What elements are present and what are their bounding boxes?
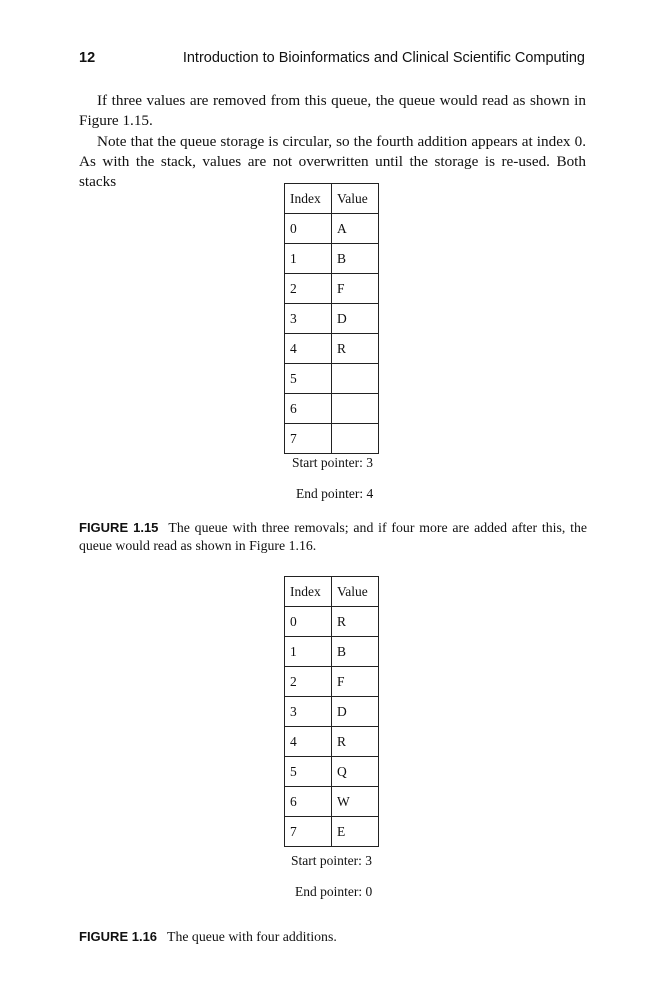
page-header: [79, 50, 585, 70]
index-cell: 3: [285, 304, 332, 334]
value-cell: D: [332, 304, 379, 334]
index-cell: 2: [285, 667, 332, 697]
index-cell: 1: [285, 244, 332, 274]
index-cell: 7: [285, 817, 332, 847]
index-cell: 5: [285, 757, 332, 787]
caption-text: The queue with three removals; and if four more are added after this, the queue would read as shown in Figure 1.16.: [79, 520, 587, 553]
value-cell: B: [332, 244, 379, 274]
index-cell: 0: [285, 214, 332, 244]
table-row: [285, 637, 379, 667]
value-cell: Q: [332, 757, 379, 787]
index-cell: 5: [285, 364, 332, 394]
figure-label: FIGURE 1.16: [79, 929, 158, 944]
column-header-index: Index: [285, 184, 332, 214]
value-cell: D: [332, 697, 379, 727]
index-cell: 4: [285, 334, 332, 364]
end-pointer-label: End pointer: 4: [296, 486, 374, 501]
table-row: [285, 727, 379, 757]
index-cell: 6: [285, 394, 332, 424]
value-cell: A: [332, 214, 379, 244]
value-cell: F: [332, 274, 379, 304]
table-row: [285, 334, 379, 364]
table-row: [285, 667, 379, 697]
value-cell: R: [332, 727, 379, 757]
page-number: 12: [79, 50, 96, 66]
column-header-value: Value: [332, 184, 379, 214]
figure-label: FIGURE 1.15: [79, 520, 159, 535]
body-paragraph: [79, 91, 586, 131]
value-cell: B: [332, 637, 379, 667]
value-cell: [332, 364, 379, 394]
value-cell: E: [332, 817, 379, 847]
start-pointer-label: Start pointer: 3: [291, 853, 372, 868]
table-row: [285, 787, 379, 817]
paragraph-text: Note that the queue storage is circular, so the fourth addition appears at index 0. As with the stack, values are not overwritten until the storage is re-used. Both stacks: [79, 133, 586, 190]
table-row: [285, 304, 379, 334]
value-cell: R: [332, 607, 379, 637]
table-row: [285, 424, 379, 454]
running-title: Introduction to Bioinformatics and Clinical Scientific Computing: [182, 50, 585, 66]
table-row: [285, 607, 379, 637]
table-row: [285, 817, 379, 847]
queue-table-figure-1-15: [284, 183, 379, 454]
table-header-row: [285, 577, 379, 607]
index-cell: 3: [285, 697, 332, 727]
table-row: [285, 214, 379, 244]
index-cell: 0: [285, 607, 332, 637]
index-cell: 7: [285, 424, 332, 454]
value-cell: R: [332, 334, 379, 364]
figure-caption: [79, 519, 587, 555]
figure-caption: [79, 928, 587, 946]
value-cell: [332, 394, 379, 424]
table-row: [285, 244, 379, 274]
caption-text: The queue with four additions.: [167, 929, 337, 944]
start-pointer-label: Start pointer: 3: [292, 455, 373, 470]
column-header-value: Value: [332, 577, 379, 607]
table-row: [285, 364, 379, 394]
value-cell: [332, 424, 379, 454]
table-row: [285, 274, 379, 304]
end-pointer-label: End pointer: 0: [295, 884, 373, 899]
index-cell: 2: [285, 274, 332, 304]
index-cell: 1: [285, 637, 332, 667]
value-cell: F: [332, 667, 379, 697]
value-cell: W: [332, 787, 379, 817]
table-header-row: [285, 184, 379, 214]
table-row: [285, 757, 379, 787]
queue-table-figure-1-16: [284, 576, 379, 847]
index-cell: 6: [285, 787, 332, 817]
column-header-index: Index: [285, 577, 332, 607]
index-cell: 4: [285, 727, 332, 757]
table-row: [285, 697, 379, 727]
paragraph-text: If three values are removed from this queue, the queue would read as shown in Figure 1.15.: [79, 92, 586, 129]
table-row: [285, 394, 379, 424]
